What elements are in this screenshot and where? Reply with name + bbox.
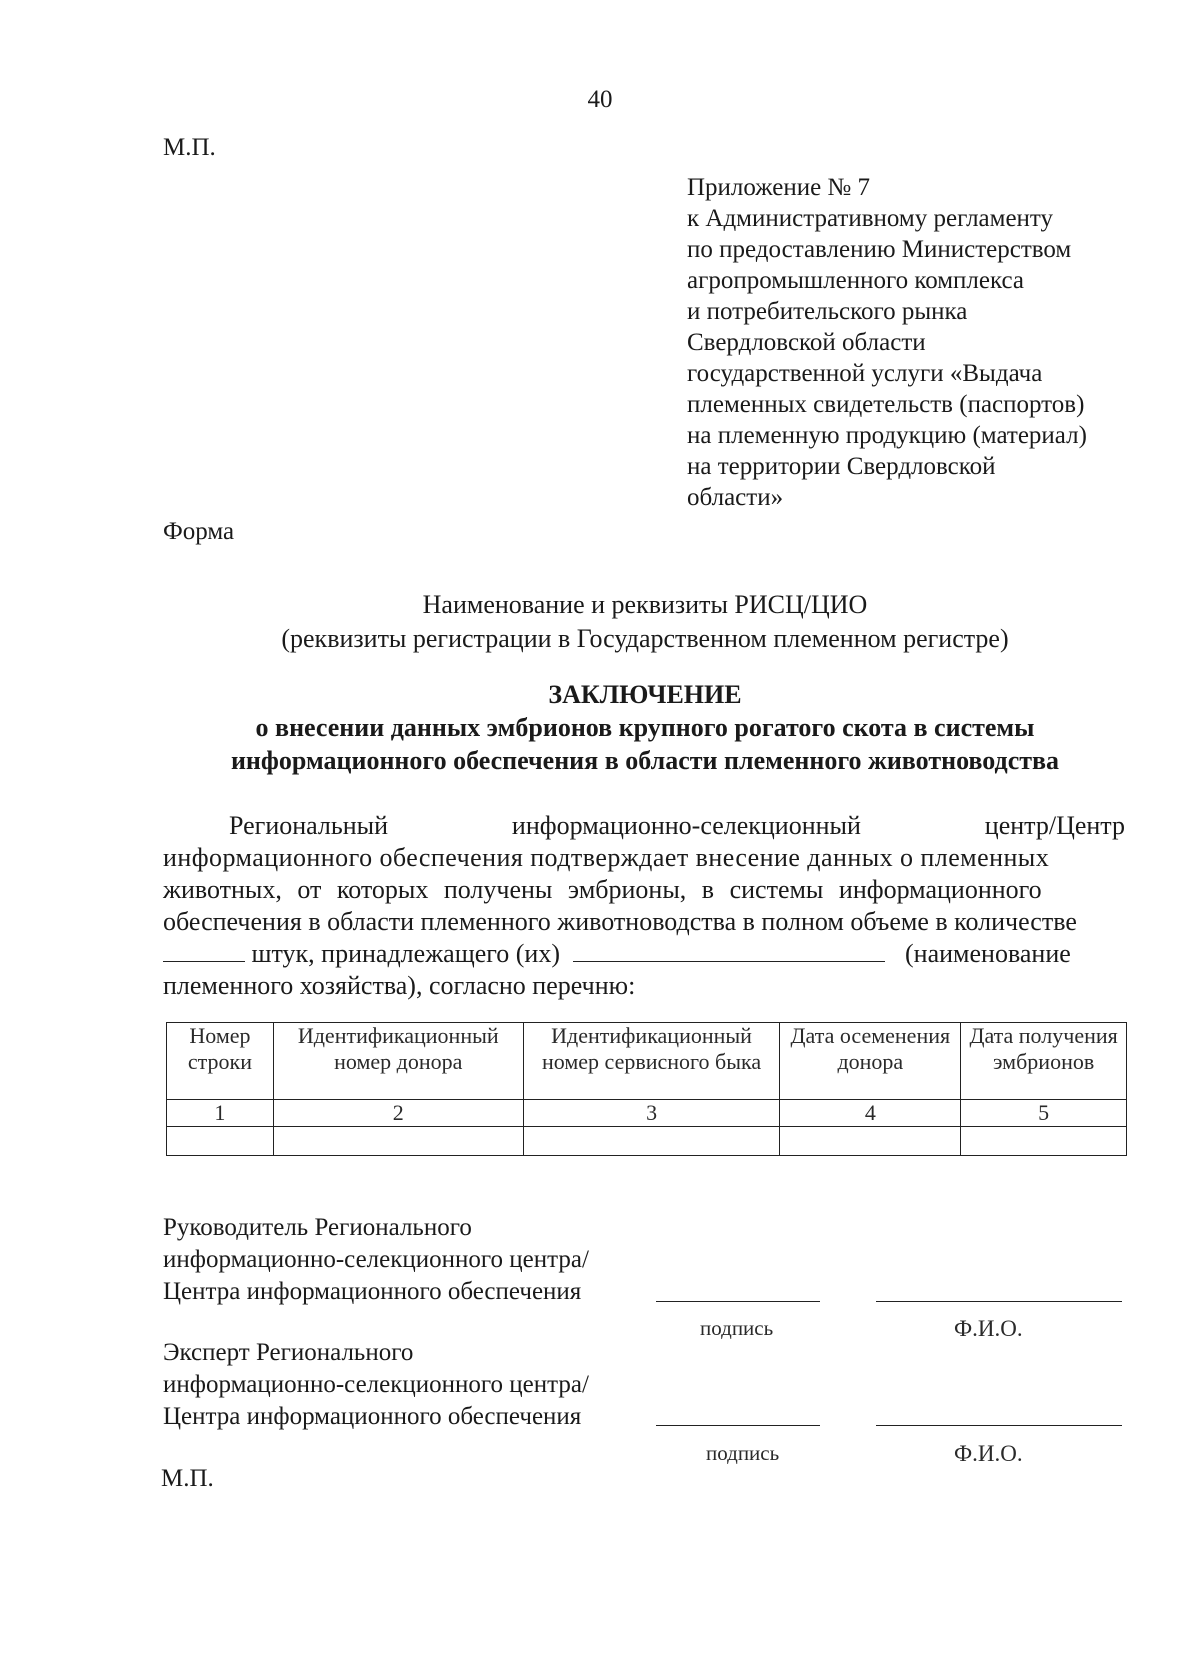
organization-title: Наименование и реквизиты РИСЦ/ЦИО (422, 590, 868, 619)
body-text-fragment: штук, принадлежащего (их) (251, 939, 561, 968)
body-line-2: информационного обеспечения подтверждает внесение данных о племенных (163, 843, 1050, 872)
signature-line-expert[interactable] (656, 1425, 820, 1426)
table-cell-empty[interactable] (961, 1127, 1127, 1156)
table-cell: 5 (961, 1100, 1127, 1127)
body-word: Региональный (229, 811, 389, 840)
table-row (167, 1127, 1127, 1156)
table-cell: 2 (273, 1100, 523, 1127)
appendix-line: на племенную продукцию (материал) (687, 422, 1087, 449)
appendix-line: Приложение № 7 (687, 174, 871, 201)
name-caption: Ф.И.О. (954, 1441, 1023, 1466)
table-header-row (167, 1023, 1127, 1100)
name-line-head[interactable] (876, 1301, 1122, 1302)
appendix-line: Свердловской области (687, 329, 926, 356)
table-cell: 1 (167, 1100, 274, 1127)
signer-line: Эксперт Регионального (163, 1339, 414, 1366)
appendix-line: племенных свидетельств (паспортов) (687, 391, 1085, 418)
table-cell-empty[interactable] (523, 1127, 780, 1156)
table-header-cell: Идентификационный номер донора (273, 1023, 523, 1100)
table-number-row (167, 1100, 1127, 1127)
body-line-3: животных, от которых получены эмбрионы, в системы информационного (163, 875, 1042, 904)
quantity-blank[interactable] (163, 939, 245, 962)
signature-line-head[interactable] (656, 1301, 820, 1302)
appendix-line: на территории Свердловской (687, 453, 996, 480)
farm-name-blank[interactable] (573, 939, 885, 962)
table-header-cell: Идентификационный номер сервисного быка (523, 1023, 780, 1100)
seal-placeholder-bottom: М.П. (161, 1465, 214, 1492)
appendix-line: области» (687, 484, 784, 511)
seal-placeholder-top: М.П. (163, 134, 216, 161)
signer-expert-block (163, 1337, 589, 1433)
appendix-line: государственной услуги «Выдача (687, 360, 1043, 387)
body-line-5 (163, 938, 1125, 970)
appendix-line: к Административному регламенту (687, 205, 1054, 232)
table-cell-empty[interactable] (780, 1127, 961, 1156)
table-cell: 4 (780, 1100, 961, 1127)
appendix-line: агропромышленного комплекса (687, 267, 1025, 294)
appendix-line: и потребительского рынка (687, 298, 968, 325)
table-header-cell: Дата получения эмбрионов (961, 1023, 1127, 1100)
donor-table (166, 1022, 1127, 1156)
table-header-cell: Дата осеменения донора (780, 1023, 961, 1100)
body-word: центр/Центр (984, 811, 1125, 840)
body-line-4: обеспечения в области племенного животноводства в полном объеме в количестве (163, 907, 1077, 936)
signer-line: информационно-селекционного центра/ (163, 1371, 589, 1398)
document-subtitle-line-2: информационного обеспечения в области племенного животноводства (230, 746, 1060, 775)
table-cell-empty[interactable] (273, 1127, 523, 1156)
body-text-fragment: (наименование (905, 939, 1071, 968)
signature-caption: подпись (700, 1316, 774, 1340)
signature-caption: подпись (706, 1441, 780, 1465)
signer-line: Центра информационного обеспечения (163, 1403, 582, 1430)
organization-subtitle: (реквизиты регистрации в Государственном племенном регистре) (281, 624, 1009, 653)
signer-line: Центра информационного обеспечения (163, 1278, 582, 1305)
name-caption: Ф.И.О. (954, 1316, 1023, 1341)
signer-line: Руководитель Регионального (163, 1214, 472, 1241)
form-label: Форма (163, 518, 235, 545)
body-line-1 (163, 810, 1125, 842)
appendix-block (687, 172, 1167, 513)
table-cell: 3 (523, 1100, 780, 1127)
body-word: информационно-селекционный (511, 811, 861, 840)
appendix-line: по предоставлению Министерством (687, 236, 1072, 263)
signer-line: информационно-селекционного центра/ (163, 1246, 589, 1273)
body-line-6: племенного хозяйства), согласно перечню: (163, 971, 636, 1000)
document-subtitle-line-1: о внесении данных эмбрионов крупного рогатого скота в системы (255, 713, 1035, 742)
document-title: ЗАКЛЮЧЕНИЕ (548, 680, 742, 709)
signer-head-block (163, 1212, 589, 1308)
body-paragraph (163, 810, 1125, 1002)
page-number: 40 (587, 86, 613, 113)
name-line-expert[interactable] (876, 1425, 1122, 1426)
table-header-cell: Номер строки (167, 1023, 274, 1100)
table-cell-empty[interactable] (167, 1127, 274, 1156)
